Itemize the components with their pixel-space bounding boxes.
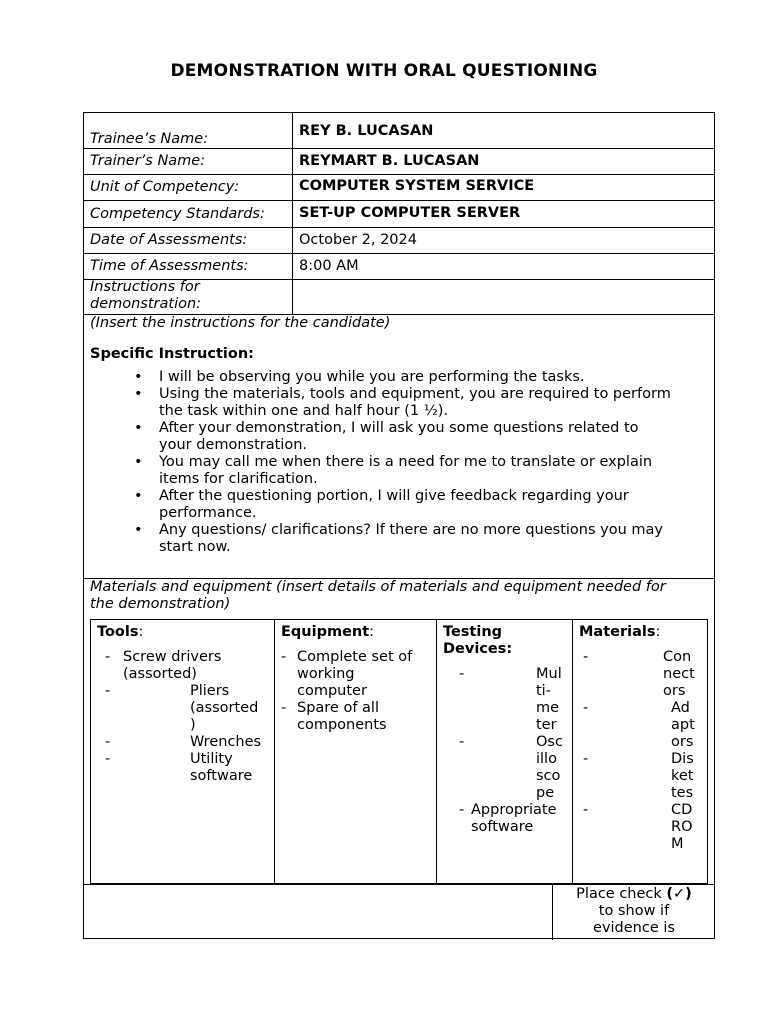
materials-column: Materials: - Con nect ors - Ad apt ors - Dis ket tes - CD RO M xyxy=(579,624,695,852)
instructions-label xyxy=(90,279,201,313)
standards-value: SET-UP COMPUTER SERVER xyxy=(299,205,521,221)
materials-intro: Materials and equipment (insert details of materials and equipment needed for the demonstration) xyxy=(90,579,666,612)
evidence-text-1: Place check xyxy=(576,886,667,902)
trainee-name-value: REY B. LUCASAN xyxy=(299,123,434,139)
specific-instruction-heading: Specific Instruction: xyxy=(90,346,254,362)
instructions-note: (Insert the instructions for the candidate) xyxy=(90,315,391,331)
instruction-list xyxy=(126,369,710,556)
list-item: • Any questions/ clarifications? If there are no more questions you may start now. xyxy=(126,522,710,556)
row-divider xyxy=(84,884,714,885)
unit-value: COMPUTER SYSTEM SERVICE xyxy=(299,178,535,194)
standards-label: Competency Standards: xyxy=(90,206,265,222)
trainer-name-value: REYMART B. LUCASAN xyxy=(299,153,480,169)
instructions-label-line1: Instructions for xyxy=(90,279,200,295)
list-item: • After the questioning portion, I will give feedback regarding your performance. xyxy=(126,488,710,522)
list-item: • I will be observing you while you are performing the tasks. xyxy=(126,369,710,386)
column-divider xyxy=(292,113,293,314)
row-divider xyxy=(84,253,714,254)
evidence-cell xyxy=(553,886,715,937)
trainer-name-label: Trainer’s Name: xyxy=(90,153,206,169)
instructions-label-line2: demonstration: xyxy=(90,296,202,312)
date-value: October 2, 2024 xyxy=(299,232,417,248)
testing-devices-column: Testing Devices: - Mul ti- me ter - Osc illo sco pe - Appropriate software xyxy=(437,620,573,883)
equipment-header: Equipment: xyxy=(281,624,375,640)
row-divider xyxy=(84,227,714,228)
row-divider xyxy=(84,148,714,149)
time-value: 8:00 AM xyxy=(299,258,359,274)
unit-label: Unit of Competency: xyxy=(90,179,240,195)
check-mark-icon: (✓) xyxy=(666,886,692,902)
evidence-text-2: to show if xyxy=(598,903,670,919)
assessment-table xyxy=(83,112,715,939)
materials-header: Materials: xyxy=(579,624,661,640)
tools-column: Tools: - Screw drivers (assorted) - Pliers (assorted ) - Wrenches - Utility software xyxy=(91,620,275,883)
list-item: • You may call me when there is a need for me to translate or explain items for clarification. xyxy=(126,454,710,488)
list-item: • After your demonstration, I will ask you some questions related to your demonstration. xyxy=(126,420,710,454)
materials-table xyxy=(90,619,708,884)
equipment-column: Equipment: - Complete set of working computer - Spare of all components xyxy=(275,620,437,883)
testing-devices-header: Testing Devices: xyxy=(443,624,513,657)
list-item: • Using the materials, tools and equipment, you are required to perform the task within one and half hour (1 ½). xyxy=(126,386,710,420)
date-label: Date of Assessments: xyxy=(90,232,248,248)
time-label: Time of Assessments: xyxy=(90,258,249,274)
page-title: DEMONSTRATION WITH ORAL QUESTIONING xyxy=(170,61,598,81)
trainee-name-label: Trainee’s Name: xyxy=(90,131,209,147)
tools-header: Tools: xyxy=(97,624,144,640)
evidence-text-3: evidence is xyxy=(593,920,675,936)
row-divider xyxy=(84,200,714,201)
row-divider xyxy=(84,174,714,175)
